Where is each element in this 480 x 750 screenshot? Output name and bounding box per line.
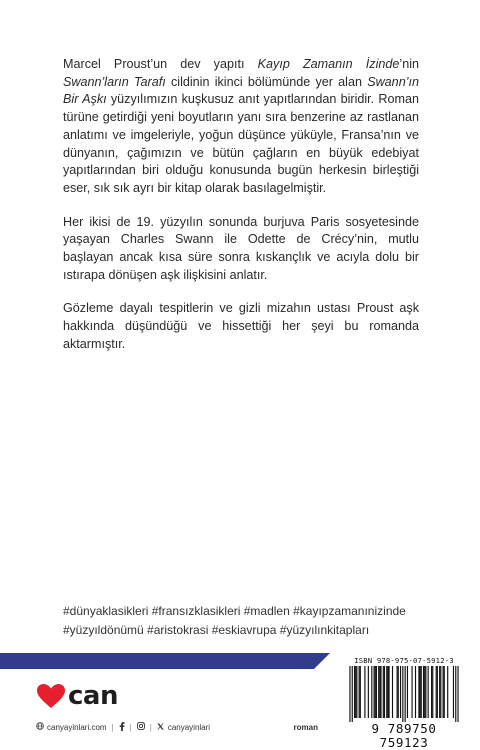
barcode-bar	[397, 666, 398, 718]
book-subtitle-italic: Swann’ın Bir Aşkı	[63, 74, 419, 107]
publisher-logo	[36, 682, 118, 710]
isbn-label: ISBN 978-975-07-5912-3	[354, 656, 454, 665]
barcode-bar	[432, 666, 433, 718]
barcode-bar	[453, 666, 454, 718]
barcode-bar	[457, 666, 458, 722]
barcode-digits: 9 789750 759123	[371, 721, 437, 750]
description-paragraph-2: Her ikisi de 19. yüzyılın sonunda burjuva Paris sosyetesinde yaşayan Charles Swann ile Odette de Crécy’nin, mutlu başlayan ancak kısa süre sonra kıskançlık ve acıyla dolu bir ıstırapa dönüşen aşk ilişkisini anlatır.	[63, 214, 419, 282]
social-handle[interactable]: canyayinlari	[167, 722, 211, 732]
volume-title-italic: Swann’ların Tarafı	[63, 74, 166, 89]
separator: |	[129, 722, 132, 732]
barcode-bar	[349, 666, 350, 722]
back-cover-description	[63, 56, 419, 370]
barcode-bar	[386, 666, 387, 718]
barcode-bar	[360, 666, 361, 718]
barcode-bar	[354, 666, 355, 718]
barcode-bar	[379, 666, 380, 718]
barcode-bar	[368, 666, 369, 718]
description-paragraph-1	[63, 56, 419, 198]
barcode-bar	[388, 666, 389, 718]
barcode-bar	[352, 666, 353, 722]
barcode-bar	[400, 666, 401, 718]
barcode-bar	[440, 666, 441, 718]
barcode-bar	[447, 666, 448, 718]
barcode-bar	[364, 666, 365, 718]
barcode-bar	[359, 666, 360, 718]
barcode-bar	[425, 666, 426, 718]
book-title-italic: Kayıp Zamanın İzinde	[257, 57, 400, 71]
hashtags-line-2: #yüzyıldönümü #aristokrasi #eskiavrupa #yüzyılınkitapları	[63, 622, 370, 637]
instagram-icon[interactable]	[137, 722, 145, 732]
barcode-bar	[444, 666, 445, 718]
barcode-bar	[443, 666, 444, 718]
footer-bar	[36, 720, 318, 734]
barcode-bar	[424, 666, 425, 718]
barcode-bar	[383, 666, 384, 718]
barcode-bar	[415, 666, 416, 718]
barcode-bars	[349, 666, 459, 722]
facebook-icon[interactable]	[119, 722, 125, 733]
barcode-bar	[405, 666, 406, 722]
barcode-bar	[380, 666, 381, 718]
barcode-bar	[387, 666, 388, 718]
isbn-barcode	[345, 655, 463, 750]
barcode-bar	[418, 666, 419, 718]
barcode-bar	[439, 666, 440, 718]
genre-label: roman	[293, 722, 318, 732]
heart-icon	[36, 683, 66, 709]
globe-icon	[36, 722, 44, 732]
hashtags	[63, 602, 443, 639]
separator: |	[111, 722, 114, 732]
barcode-bar	[407, 666, 408, 718]
barcode-bar	[356, 666, 357, 718]
separator: |	[149, 722, 152, 732]
barcode-bar	[402, 666, 403, 722]
barcode-bar	[374, 666, 375, 718]
barcode-bar	[384, 666, 385, 718]
barcode-bar	[421, 666, 422, 718]
barcode-bar	[371, 666, 372, 718]
description-text: yüzyılımızın kuşkusuz anıt yapıtlarından biridir. Roman türüne getirdiği yeni boyutların yanı sıra benzerine az rastlanan anlatımı ve imgeleriyle, yoğun düşünce yüküyle, Fransa’nın ve dünyanın, çağımızın ve bütün çağların en büyük edebiyat yapıtlarından biri olduğu konusunda bugün herkesin birleştiği eser, sık sık ayrı bir kitap olarak basılagelmiştir.	[63, 92, 420, 195]
barcode-bar	[431, 666, 432, 718]
blue-band	[0, 653, 330, 669]
hashtags-line-1: #dünyaklasikleri #fransızklasikleri #madlen #kayıpzamanınizinde	[63, 604, 406, 618]
barcode-bar	[392, 666, 393, 718]
barcode-bar	[355, 666, 356, 718]
barcode-bar	[378, 666, 379, 718]
description-text: cildinin ikinci bölümünde yer alan	[165, 74, 368, 89]
barcode-bar	[411, 666, 412, 718]
barcode-bar	[428, 666, 429, 718]
barcode-bar	[420, 666, 421, 718]
description-text: Marcel Proust’un dev yapıtı	[63, 57, 258, 71]
barcode-bar	[437, 666, 438, 718]
logo-text: can	[68, 681, 118, 711]
blue-band-shape	[0, 653, 330, 669]
barcode-bar	[376, 666, 377, 718]
barcode-bar	[436, 666, 437, 718]
x-icon[interactable]	[157, 723, 164, 732]
barcode-bar	[455, 666, 456, 722]
website-link[interactable]: canyayinlari.com	[47, 722, 107, 732]
description-paragraph-3: Gözleme dayalı tespitlerin ve gizli mizahın ustası Proust aşk hakkında düşündüğü ve hissettiği her şeyi bu romanda aktarmıştır.	[63, 301, 419, 351]
description-text: ’nin	[399, 57, 420, 71]
barcode-bar	[398, 666, 399, 718]
barcode-bar	[375, 666, 376, 718]
barcode-bar	[423, 666, 424, 718]
